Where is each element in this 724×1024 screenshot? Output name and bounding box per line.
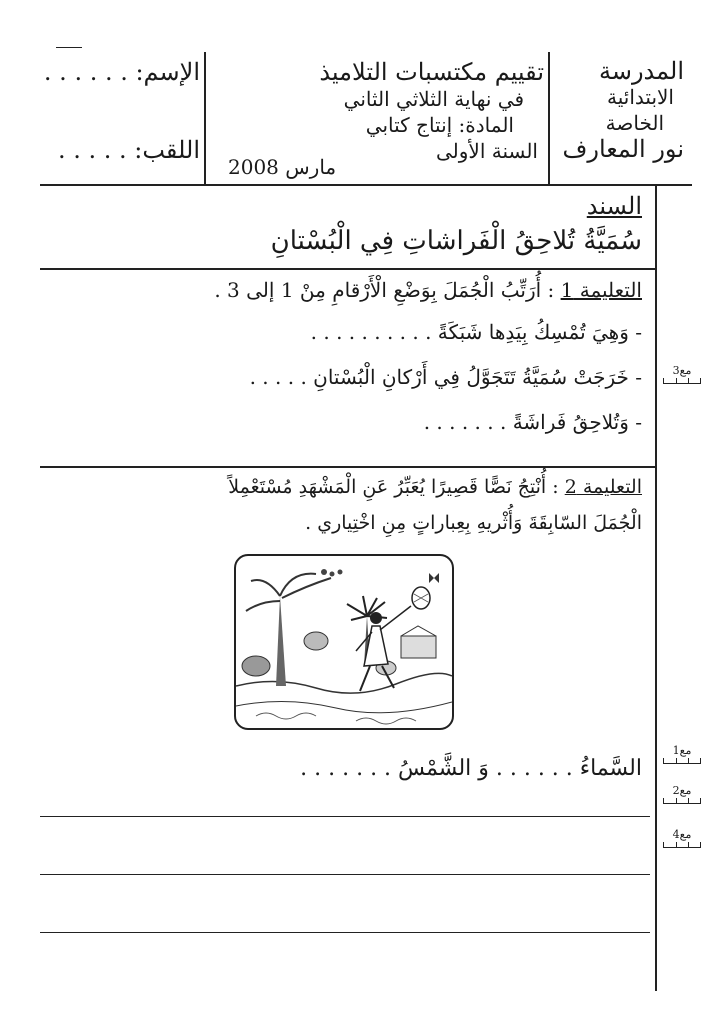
school-line-2: الابتدائية: [607, 85, 674, 109]
title-line-2: في نهاية الثلاثي الثاني: [343, 87, 524, 111]
exam-date: مارس 2008: [228, 155, 337, 179]
task1-score: [662, 364, 702, 384]
title-line-4: السنة الأولى: [436, 139, 538, 163]
task2-instruction-line-1: : أُنْتِجُ نَصًّا قَصِيرًا يُعَبِّرُ عَنِ الْمَشْهَدِ مُسْتَعْمِلاً: [228, 476, 559, 498]
girl-chasing-butterfly-icon: [236, 556, 452, 728]
writing-line-3: [40, 932, 650, 933]
task1-instruction-row: [214, 278, 642, 302]
writing-line-1: [40, 816, 650, 817]
task2-score-1: [662, 744, 702, 764]
task1-sentence-2: - خَرَجَتْ سُمَيَّةُ تَتَجَوَّلُ فِي أَرْكانِ الْبُسْتانِ . . . . .: [249, 365, 642, 389]
header-bottom-rule: [40, 184, 692, 186]
task2-score-3: [662, 828, 702, 848]
task2-heading: التعليمة 2: [564, 476, 642, 498]
task2-instruction-row: [228, 476, 642, 498]
task2-instruction-line-2: الْجُمَلَ السّابِقَةَ وَأُثْريهِ بِعِباراتٍ مِنِ اخْتِياري .: [305, 512, 642, 534]
task1-sentence-3: - وَتُلاحِقُ فَراشَةً . . . . . . .: [423, 410, 642, 434]
task2-score-2-label: مع2: [672, 784, 692, 797]
surname-field-label: اللقب: . . . . .: [57, 136, 200, 164]
task1-sentence-1: - وَهِيَ تُمْسِكُ بِيَدِها شَبَكَةً . . . . . . . . . .: [310, 320, 642, 344]
support-heading: السند: [586, 192, 642, 220]
writing-line-2: [40, 874, 650, 875]
separator-2: [40, 466, 656, 468]
task1-score-label: مع3: [672, 364, 692, 377]
task1-score-box: [663, 378, 701, 384]
school-line-3: الخاصة: [605, 111, 664, 135]
school-block: [544, 58, 684, 162]
title-block: [204, 58, 544, 164]
task2-score-2: [662, 784, 702, 804]
task1-heading: التعليمة 1: [560, 278, 642, 302]
separator-1: [40, 268, 656, 270]
task2-score-1-box: [663, 758, 701, 764]
title-line-3: المادة: إنتاج كتابي: [365, 113, 514, 137]
header-top-rule: [56, 47, 82, 48]
task2-score-2-box: [663, 798, 701, 804]
support-text: سُمَيَّةُ تُلاحِقُ الْفَراشاتِ فِي الْبُسْتانِ: [270, 226, 642, 256]
margin-column-rule: [655, 186, 657, 991]
title-line-1: تقييم مكتسبات التلاميذ: [319, 58, 544, 86]
school-line-4: نور المعارف: [562, 135, 684, 163]
task2-answer-line: السَّماءُ . . . . . . وَ الشَّمْسُ . . . . . . .: [300, 756, 642, 781]
school-line-1: المدرسة: [598, 57, 684, 85]
scene-illustration: [234, 554, 454, 730]
task1-instruction: : أُرَتِّبُ الْجُمَلَ بِوَضْعِ الْأَرْقامِ مِنْ 1 إلى 3 .: [214, 278, 555, 302]
task2-score-3-box: [663, 842, 701, 848]
name-field-label: الإسم: . . . . . .: [43, 58, 200, 86]
task2-score-3-label: مع4: [672, 828, 692, 841]
task2-score-1-label: مع1: [672, 744, 692, 757]
